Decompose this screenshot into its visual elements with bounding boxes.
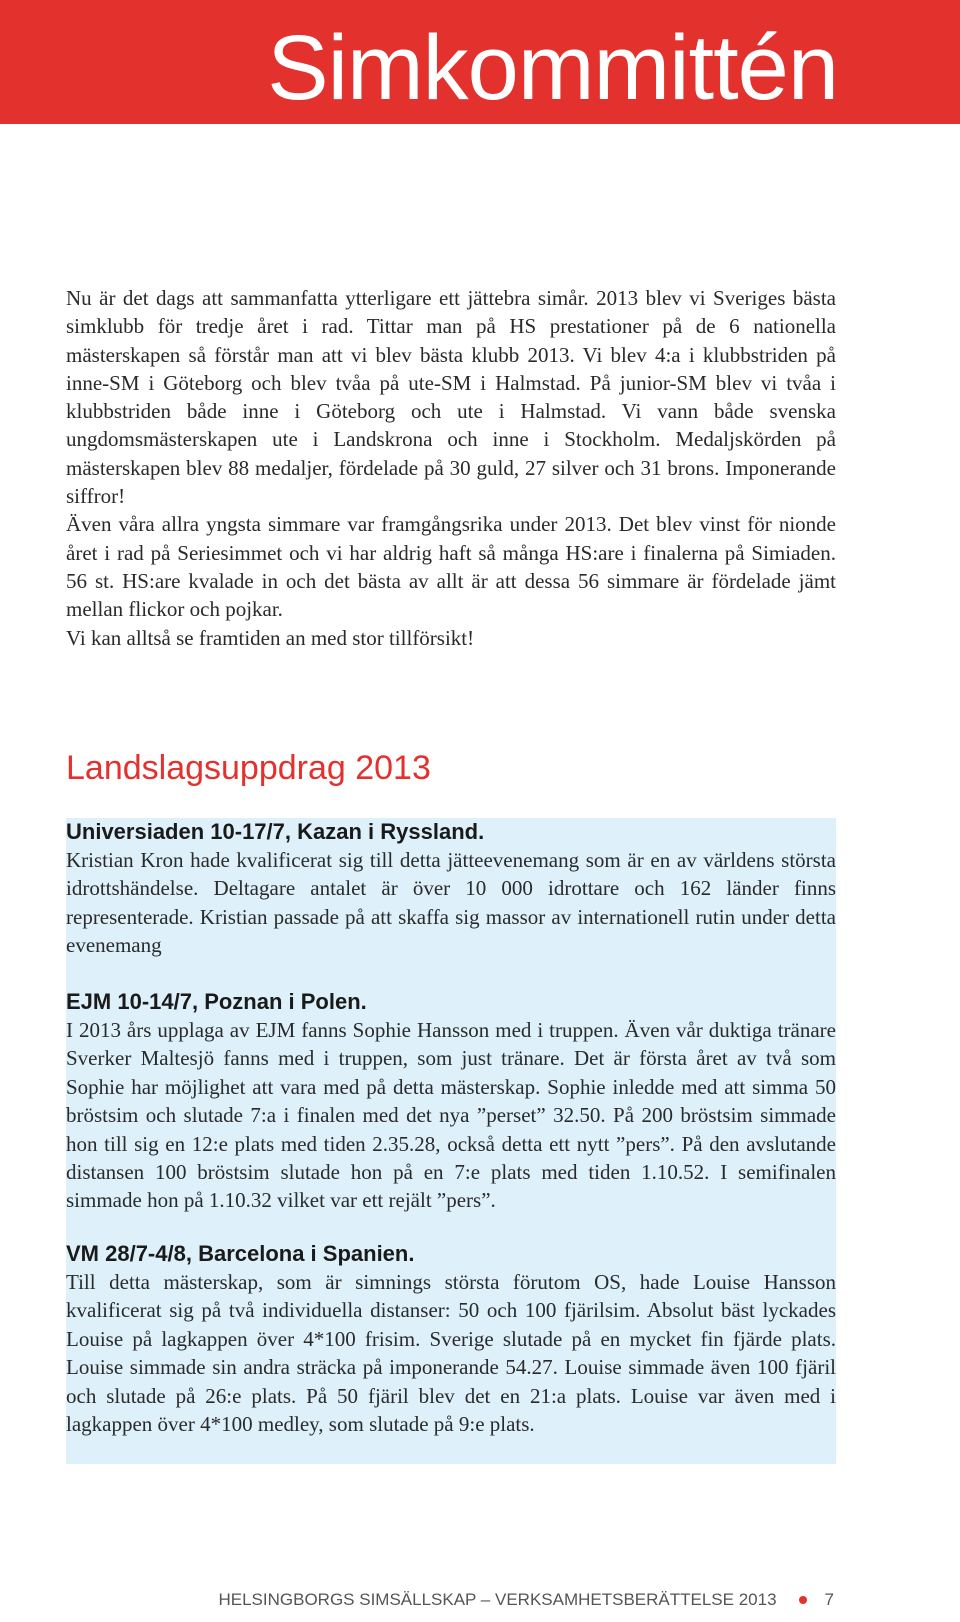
intro-text bbox=[66, 284, 836, 652]
event-text: I 2013 års upplaga av EJM fanns Sophie Hansson med i truppen. Även vår duktiga tränare Sverker Maltesjö fanns med i truppen, som just tränare. Det är första året av två som Sophie har möjlighet att vara med på detta mästerskap. Sophie inledde med att simma 50 bröstsim och slutade 7:a i finalen med det nya ”perset” 32.50. På 200 bröstsim simmade hon till sig en 12:e plats med tiden 2.35.28, också detta ett nytt ”pers”. På den avslutande distansen 100 bröstsim slutade hon på en 7:e plats med tiden 1.10.52. I semifinalen simmade hon på 1.10.32 vilket var ett rejält ”pers”. bbox=[66, 1018, 836, 1213]
events-box bbox=[66, 818, 836, 1464]
event-universiaden bbox=[66, 818, 836, 960]
event-text: Till detta mästerskap, som är simnings största förutom OS, hade Louise Hansson kvalificerat sig på två individuella distanser: 50 och 100 fjärilsim. Absolut bäst lyckades Louise på lagkappen över 4*100 frisim. Sverige slutade på en mycket fin fjärde plats. Louise simmade sin andra sträcka på imponerande 54.27. Louise simmade även 100 fjäril och slutade på 26:e plats. På 50 fjäril blev det en 21:a plats. Louise var även med i lagkappen över 4*100 medley, som slutade på 9:e plats. bbox=[66, 1270, 836, 1437]
intro-paragraph: Nu är det dags att sammanfatta ytterligare ett jättebra simår. 2013 blev vi Sveriges bästa simklubb för tredje året i rad. Tittar man på HS prestationer på de 6 nationella mästerskapen så förstår man att vi blev bästa klubb 2013. Vi blev 4:a i klubbstriden på inne-SM i Göteborg och blev tvåa på ute-SM i Halmstad. På junior-SM blev vi tvåa i klubbstriden både inne i Göteborg och ute i Halmstad. Vi vann både svenska ungdomsmästerskapen ute i Landskrona och inne i Stockholm. Medaljskörden på mästerskapen blev 88 medaljer, fördelade på 30 guld, 27 silver och 31 brons. Imponerande siffror! bbox=[66, 286, 836, 509]
page-number: 7 bbox=[824, 1590, 834, 1609]
event-text: Kristian Kron hade kvalificerat sig till detta jätteevenemang som är en av världens största idrottshändelse. Deltagare antalet är över 10 000 idrottare och 162 länder finns representerade. Kristian passade på att skaffa sig massor av internationell rutin under detta evenemang bbox=[66, 848, 836, 958]
intro-paragraph: Vi kan alltså se framtiden an med stor tillförsikt! bbox=[66, 625, 475, 650]
intro-paragraph: Även våra allra yngsta simmare var framgångsrika under 2013. Det blev vinst för nionde året i rad på Seriesimmet och vi har aldrig haft så många HS:are i finalerna på Simiaden. 56 st. HS:are kvalade in och det bästa av allt är att dessa 56 simmare är fördelade jämt mellan flickor och pojkar. bbox=[66, 512, 836, 622]
section-heading: Landslagsuppdrag 2013 bbox=[66, 749, 431, 787]
event-ejm bbox=[66, 988, 836, 1215]
bullet-dot-icon bbox=[799, 1596, 807, 1604]
event-title: EJM 10-14/7, Poznan i Polen. bbox=[66, 989, 367, 1014]
page-footer bbox=[218, 1590, 834, 1610]
event-title: Universiaden 10-17/7, Kazan i Ryssland. bbox=[66, 819, 485, 844]
event-vm bbox=[66, 1240, 836, 1438]
page-title: Simkommittén bbox=[267, 17, 838, 119]
footer-text: HELSINGBORGS SIMSÄLLSKAP – VERKSAMHETSBERÄTTELSE 2013 bbox=[218, 1590, 777, 1609]
header-banner bbox=[0, 0, 960, 124]
event-title: VM 28/7-4/8, Barcelona i Spanien. bbox=[66, 1241, 415, 1266]
